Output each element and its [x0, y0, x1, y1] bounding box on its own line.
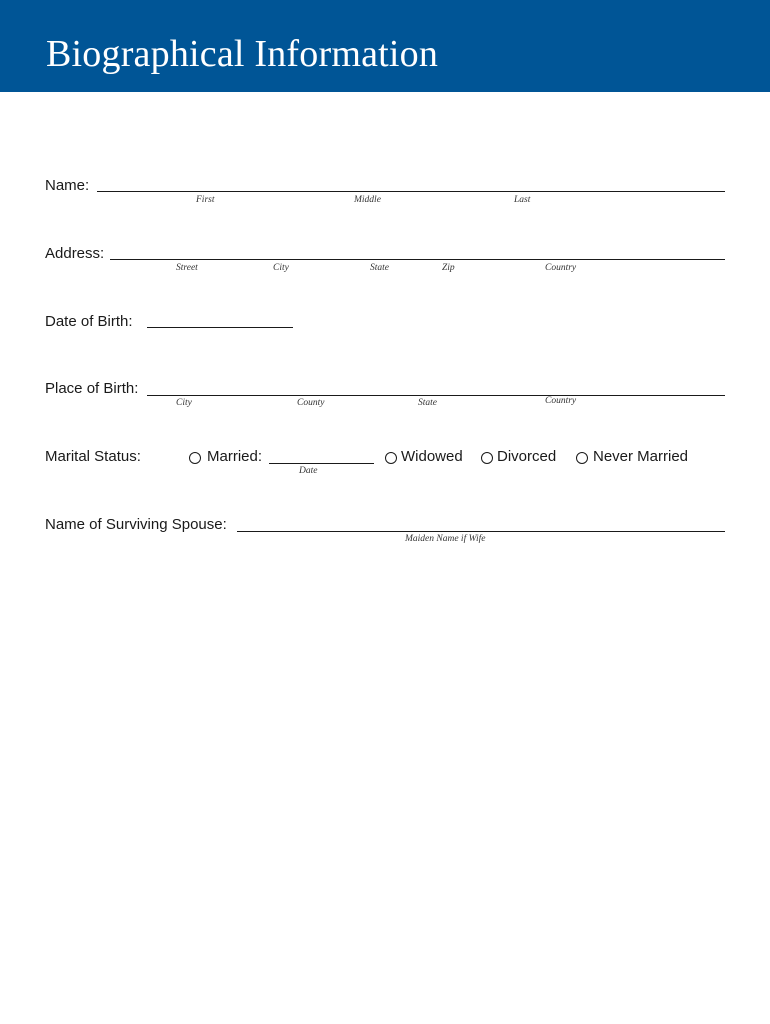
married-radio[interactable]	[189, 452, 201, 464]
married-date-sublabel: Date	[299, 466, 318, 476]
address-label: Address:	[45, 245, 105, 262]
pob-state-sublabel: State	[418, 398, 437, 408]
widowed-radio[interactable]	[385, 452, 397, 464]
never-married-option-label: Never Married	[593, 448, 689, 465]
pob-county-sublabel: County	[297, 398, 325, 408]
widowed-option-label: Widowed	[401, 448, 463, 465]
name-label: Name:	[45, 177, 90, 194]
page-header	[0, 0, 770, 92]
spouse-label: Name of Surviving Spouse:	[45, 516, 227, 533]
divorced-radio[interactable]	[481, 452, 493, 464]
divorced-option-label: Divorced	[497, 448, 557, 465]
name-last-sublabel: Last	[514, 195, 531, 205]
spouse-field[interactable]	[237, 531, 725, 532]
page-title: Biographical Information	[46, 33, 439, 75]
married-option-label: Married:	[207, 448, 263, 465]
address-state-sublabel: State	[370, 263, 389, 273]
marital-status-label: Marital Status:	[45, 448, 141, 465]
pob-city-sublabel: City	[176, 398, 192, 408]
address-country-sublabel: Country	[545, 263, 577, 273]
married-date-field[interactable]	[269, 463, 374, 464]
address-street-sublabel: Street	[176, 263, 198, 273]
name-field[interactable]	[97, 191, 725, 192]
address-zip-sublabel: Zip	[442, 263, 455, 273]
spouse-maiden-sublabel: Maiden Name if Wife	[405, 534, 486, 544]
pob-field[interactable]	[147, 395, 725, 396]
dob-field[interactable]	[147, 327, 293, 328]
pob-label: Place of Birth:	[45, 380, 139, 397]
dob-label: Date of Birth:	[45, 313, 133, 330]
never-married-radio[interactable]	[576, 452, 588, 464]
pob-country-sublabel: Country	[545, 396, 577, 406]
address-field[interactable]	[110, 259, 725, 260]
name-middle-sublabel: Middle	[354, 195, 381, 205]
address-city-sublabel: City	[273, 263, 289, 273]
name-first-sublabel: First	[196, 195, 215, 205]
